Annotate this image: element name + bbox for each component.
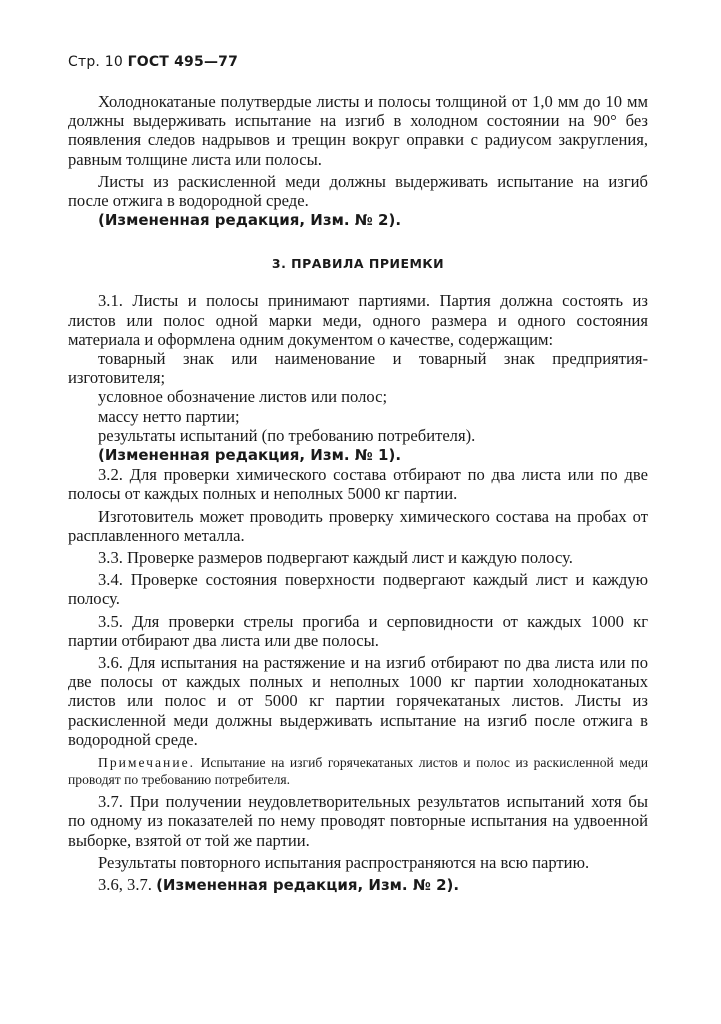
clause-3-7-continued: Результаты повторного испытания распространяются на всю партию. [98, 852, 590, 872]
amendment-note: (Измененная редакция, Изм. № 2). [98, 211, 402, 230]
amendment-note: (Измененная редакция, Изм. № 2). [156, 875, 460, 894]
intro-paragraph-1: Холоднокатаные полутвердые листы и полосы толщиной от 1,0 мм до 10 мм должны выдерживать испытание на изгиб в холодном состоянии на 90° без появления следов надрывов и трещин вокруг оправки с радиусом закругления, равным толщине листа или полосы. [68, 92, 648, 169]
document-page [68, 54, 648, 895]
page-number: Стр. 10 [68, 54, 123, 70]
clause-3-1: 3.1. Листы и полосы принимают партиями. Партия должна состоять из листов или полос одной марки меди, одного размера и одного состояния материала и оформлена одним документом о качестве, содержащим: [68, 291, 648, 349]
clause-3-1-list-item: массу нетто партии; [98, 406, 240, 426]
note-paragraph [68, 755, 648, 788]
clause-3-1-list-item: условное обозначение листов или полос; [98, 387, 388, 407]
clause-3-7: 3.7. При получении неудовлетворительных результатов испытаний хотя бы по одному из показателей по нему проводят повторные испытания на удвоенной выборке, взятой от той же партии. [68, 792, 648, 850]
clause-3-4: 3.4. Проверке состояния поверхности подвергают каждый лист и каждую полосу. [68, 570, 648, 609]
section-title: 3. ПРАВИЛА ПРИЕМКИ [271, 256, 445, 272]
clause-3-2: 3.2. Для проверки химического состава отбирают по два листа или по две полосы от каждых полных и неполных 5000 кг партии. [68, 465, 648, 504]
note-text: Испытание на изгиб горячекатаных листов и полос из раскисленной меди проводят по требованию потребителя. [68, 755, 648, 787]
clause-3-6: 3.6. Для испытания на растяжение и на изгиб отбирают по два листа или по две полосы от каждых полных и неполных 1000 кг партии холоднокатаных листов или полос и от 5000 кг партии горячекатаных листов. Листы из раскисленной меди должны выдерживать испытание на изгиб после отжига в водородной среде. [68, 653, 648, 749]
note-label: Примечание. [98, 755, 196, 771]
clause-3-2-continued: Изготовитель может проводить проверку химического состава на пробах от расплавленного металла. [68, 506, 648, 545]
clause-3-1-list-item: товарный знак или наименование и товарный знак предприятия-изготовителя; [68, 349, 648, 388]
final-clause-ref: 3.6, 3.7. [98, 874, 157, 894]
final-amendment-line [68, 875, 648, 895]
standard-code: ГОСТ 495—77 [127, 54, 239, 70]
intro-paragraph-2: Листы из раскисленной меди должны выдерживать испытание на изгиб после отжига в водородной среде. [68, 171, 648, 211]
clause-3-1-list-item: результаты испытаний (по требованию потребителя). [98, 425, 476, 445]
clause-3-5: 3.5. Для проверки стрелы прогиба и серповидности от каждых 1000 кг партии отбирают два листа или две полосы. [68, 611, 648, 650]
amendment-note: (Измененная редакция, Изм. № 1). [98, 446, 402, 465]
page-header [68, 54, 648, 70]
clause-3-3: 3.3. Проверке размеров подвергают каждый лист и каждую полосу. [98, 548, 573, 568]
